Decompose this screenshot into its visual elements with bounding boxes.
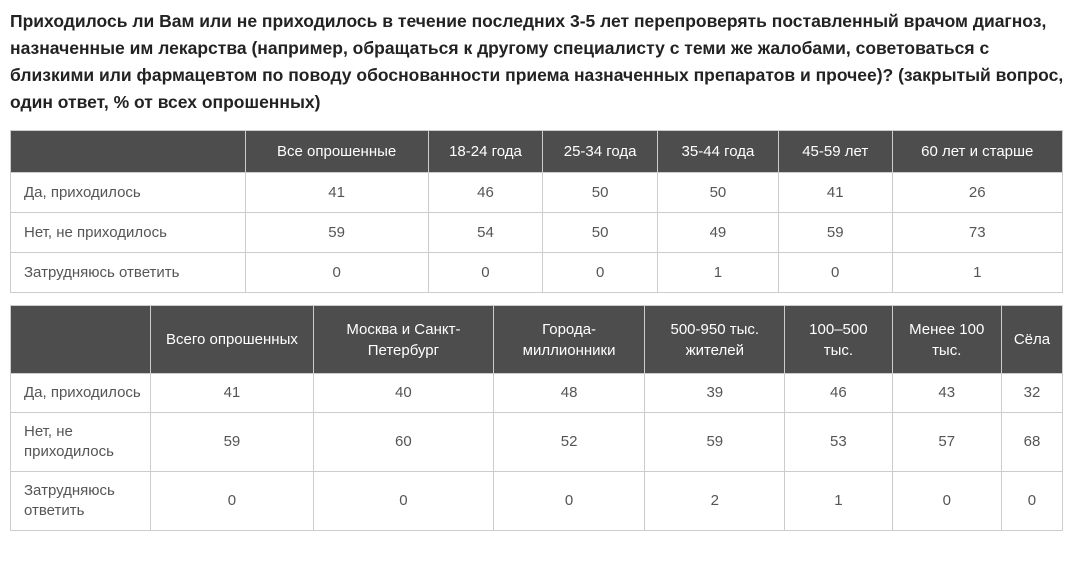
row-label: Да, приходилось [11,173,246,213]
age-header-all-respondents: Все опрошенные [245,131,428,173]
cell-value: 39 [645,374,785,413]
geo-header-million-cities: Города-миллионники [493,306,644,374]
cell-value: 40 [313,374,493,413]
cell-value: 54 [428,213,543,253]
geo-row-hard-to-answer [11,472,1063,531]
row-label: Затрудняюсь ответить [11,253,246,293]
cell-value: 46 [428,173,543,213]
geo-header-villages: Сёла [1001,306,1062,374]
cell-value: 0 [245,253,428,293]
cell-value: 0 [493,472,644,531]
cell-value: 26 [892,173,1062,213]
geo-header-under-100k: Менее 100 тыс. [892,306,1001,374]
cell-value: 50 [543,173,658,213]
age-table-header [11,131,1063,173]
age-row-no [11,213,1063,253]
cell-value: 50 [657,173,778,213]
cell-value: 43 [892,374,1001,413]
age-table-header-row [11,131,1063,173]
cell-value: 0 [543,253,658,293]
geo-row-yes [11,374,1063,413]
row-label: Нет, не приходилось [11,413,151,472]
cell-value: 0 [778,253,892,293]
cell-value: 68 [1001,413,1062,472]
question-title: Приходилось ли Вам или не приходилось в течение последних 3-5 лет перепроверять поставленный врачом диагноз, назначенные им лекарства (например, обращаться к другому специалисту с теми же жалобами, советоваться с близкими или фармацевтом по поводу обоснованности приема назначенных препаратов и прочее)? (закрытый вопрос, один ответ, % от всех опрошенных) [10,11,1064,112]
geo-header-all-respondents: Всего опрошенных [150,306,313,374]
results-by-age-table [10,130,1063,293]
geo-table-header-row [11,306,1063,374]
age-header-25-34: 25-34 года [543,131,658,173]
cell-value: 46 [785,374,892,413]
row-label: Нет, не приходилось [11,213,246,253]
cell-value: 52 [493,413,644,472]
age-row-yes [11,173,1063,213]
row-label: Да, приходилось [11,374,151,413]
cell-value: 59 [645,413,785,472]
results-by-settlement-table [10,305,1063,531]
age-table-body [11,173,1063,293]
geo-header-moscow-spb: Москва и Санкт-Петербург [313,306,493,374]
cell-value: 0 [892,472,1001,531]
cell-value: 59 [245,213,428,253]
geo-row-no [11,413,1063,472]
cell-value: 41 [245,173,428,213]
age-header-60-plus: 60 лет и старше [892,131,1062,173]
geo-header-100-500k: 100–500 тыс. [785,306,892,374]
age-row-hard-to-answer [11,253,1063,293]
cell-value: 1 [785,472,892,531]
cell-value: 0 [150,472,313,531]
cell-value: 48 [493,374,644,413]
cell-value: 49 [657,213,778,253]
cell-value: 1 [657,253,778,293]
geo-table-header [11,306,1063,374]
cell-value: 1 [892,253,1062,293]
cell-value: 32 [1001,374,1062,413]
cell-value: 60 [313,413,493,472]
age-header-35-44: 35-44 года [657,131,778,173]
cell-value: 0 [428,253,543,293]
age-header-18-24: 18-24 года [428,131,543,173]
cell-value: 53 [785,413,892,472]
cell-value: 0 [1001,472,1062,531]
cell-value: 73 [892,213,1062,253]
cell-value: 41 [150,374,313,413]
geo-header-corner-cell [11,306,151,374]
cell-value: 59 [778,213,892,253]
cell-value: 59 [150,413,313,472]
cell-value: 50 [543,213,658,253]
cell-value: 2 [645,472,785,531]
cell-value: 41 [778,173,892,213]
geo-table-body [11,374,1063,531]
age-header-corner-cell [11,131,246,173]
age-header-45-59: 45-59 лет [778,131,892,173]
cell-value: 57 [892,413,1001,472]
row-label: Затрудняюсь ответить [11,472,151,531]
cell-value: 0 [313,472,493,531]
geo-header-500-950k: 500-950 тыс. жителей [645,306,785,374]
